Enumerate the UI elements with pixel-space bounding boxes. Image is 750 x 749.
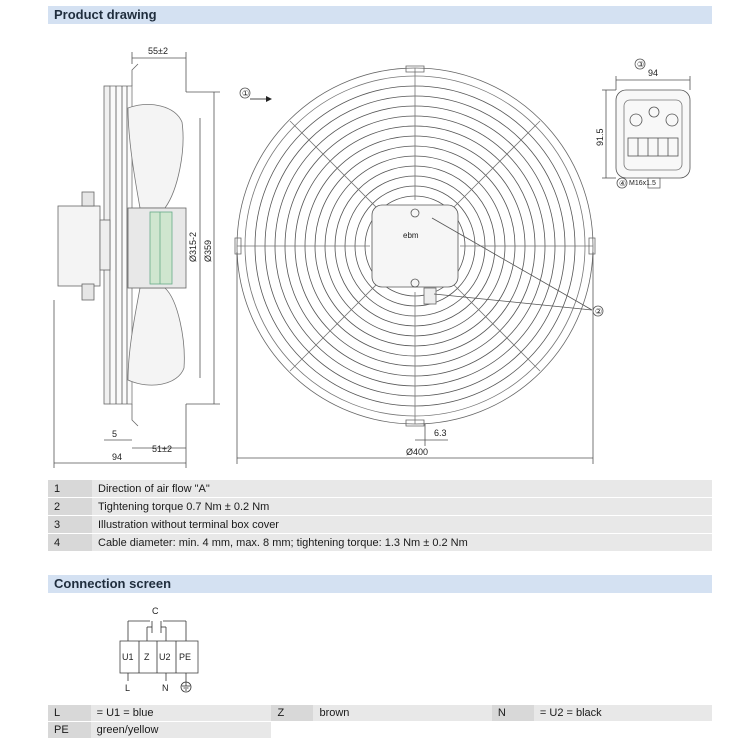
dim-359: Ø359	[203, 239, 213, 262]
line-l-label: L	[125, 683, 131, 693]
note-number: 3	[48, 516, 92, 534]
note-text: Illustration without terminal box cover	[92, 516, 712, 534]
table-row	[48, 498, 712, 516]
note-text: Tightening torque 0.7 Nm ± 0.2 Nm	[92, 498, 712, 516]
callout-4: ④	[619, 179, 627, 188]
table-row	[48, 705, 712, 722]
note-text: Direction of air flow "A"	[92, 480, 712, 498]
brand-mark: ebm	[403, 231, 419, 240]
wire-color-legend	[48, 705, 712, 739]
legend-key: Z	[271, 705, 313, 722]
legend-empty	[271, 722, 712, 739]
notes-table	[48, 480, 712, 552]
note-text: Cable diameter: min. 4 mm, max. 8 mm; tightening torque: 1.3 Nm ± 0.2 Nm	[92, 534, 712, 552]
dim-94-top: 94	[648, 68, 659, 78]
terminal-pe: PE	[179, 652, 192, 662]
dim-315: Ø315-2	[188, 231, 198, 262]
legend-key: L	[48, 705, 91, 722]
callout-3: ③	[637, 60, 645, 69]
legend-value: brown	[313, 705, 491, 722]
legend-value: = U2 = black	[534, 705, 712, 722]
ground-icon	[181, 681, 191, 692]
terminal-box-detail	[595, 59, 690, 188]
capacitor-label: C	[152, 606, 159, 616]
note-number: 4	[48, 534, 92, 552]
dim-400: Ø400	[406, 447, 429, 457]
legend-key: PE	[48, 722, 91, 739]
note-number: 1	[48, 480, 92, 498]
front-guard-view	[235, 66, 603, 464]
table-row	[48, 534, 712, 552]
legend-value: green/yellow	[91, 722, 272, 739]
wiring-diagram	[100, 605, 220, 697]
product-drawing-header: Product drawing	[48, 6, 712, 24]
table-row	[48, 722, 712, 739]
dim-91-5: 91.5	[595, 128, 605, 146]
dim-94-bottom: 94	[112, 452, 123, 462]
terminal-z: Z	[144, 652, 150, 662]
cable-gland-label: M16x1.5	[629, 180, 656, 187]
table-row	[48, 480, 712, 498]
dim-55: 55±2	[148, 46, 168, 56]
table-row	[48, 516, 712, 534]
dim-5: 5	[112, 429, 118, 439]
callout-2: ②	[595, 307, 603, 316]
legend-key: N	[492, 705, 534, 722]
terminal-u2: U2	[159, 652, 171, 662]
airflow-arrow	[240, 88, 272, 102]
dim-51: 51±2	[152, 444, 172, 454]
side-view	[54, 46, 220, 468]
connection-screen-header: Connection screen	[48, 575, 712, 593]
legend-value: = U1 = blue	[91, 705, 272, 722]
callout-1: ①	[242, 89, 250, 98]
line-n-label: N	[162, 683, 169, 693]
dim-6-3: 6.3	[434, 428, 447, 438]
note-number: 2	[48, 498, 92, 516]
terminal-u1: U1	[122, 652, 134, 662]
